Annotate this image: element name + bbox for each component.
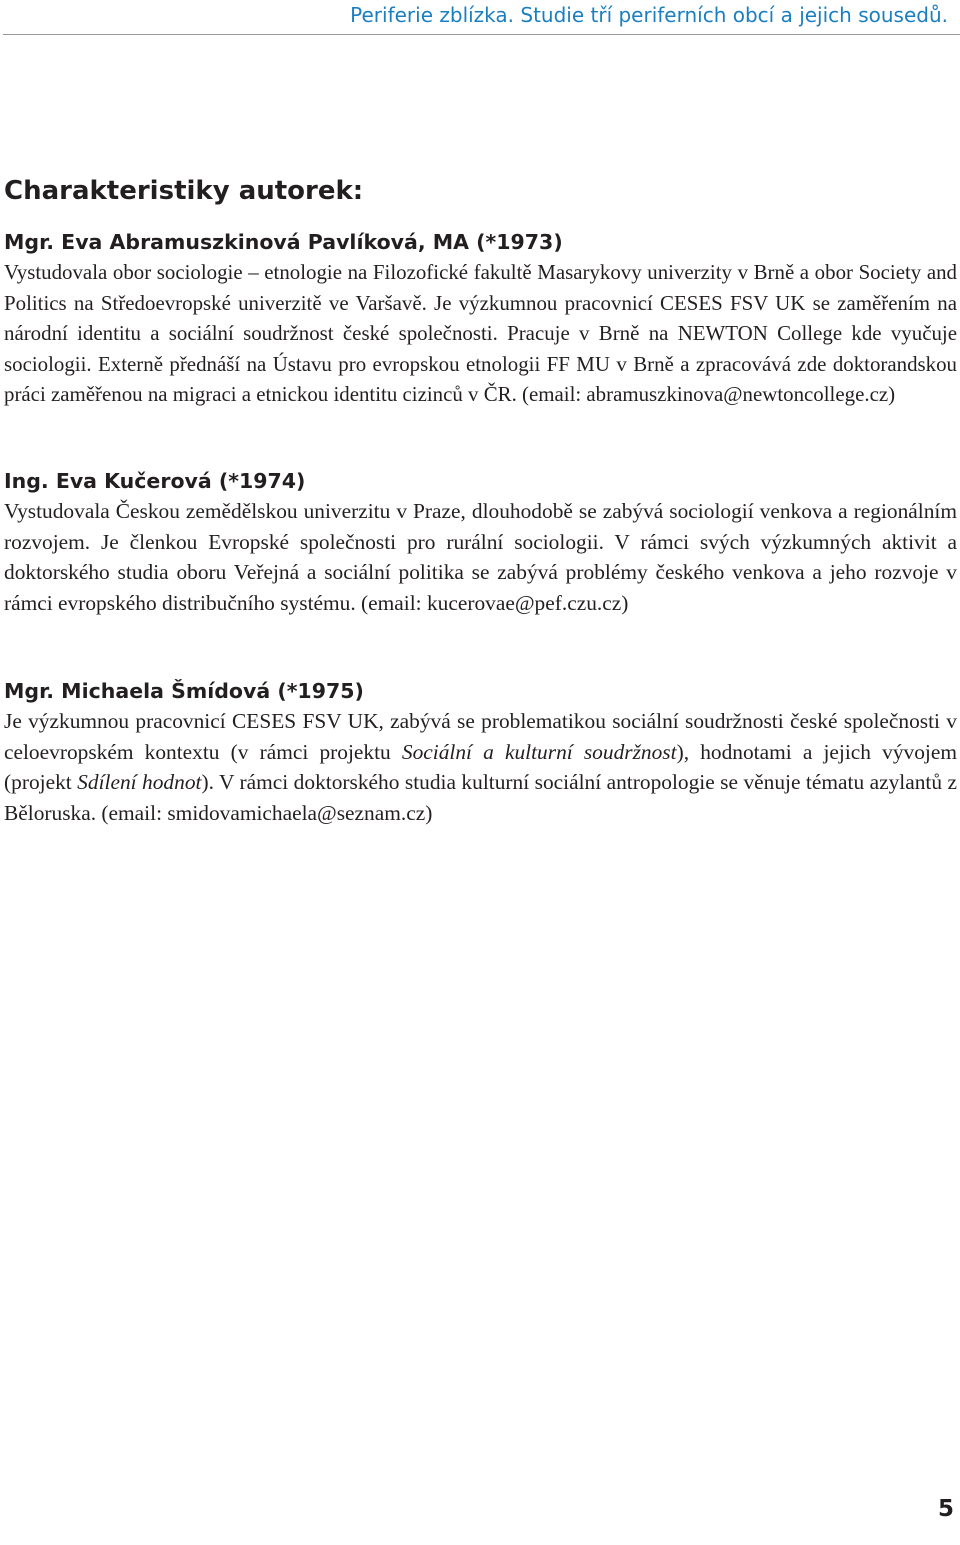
- author-entry: [4, 466, 957, 618]
- author-bio-text: ). V rámci doktorského studia kulturní sociální antropologie se věnuje tématu azylantů z Běloruska. (email: smidovamichaela@seznam.cz): [4, 770, 957, 825]
- author-name: Mgr. Michaela Šmídová (*1975): [4, 679, 364, 703]
- header-divider: [3, 34, 960, 35]
- author-bio-text: ), hodnotami a jejich vývojem (projekt: [4, 739, 957, 794]
- author-name: Mgr. Eva Abramuszkinová Pavlíková, MA (*1973): [4, 230, 563, 254]
- author-bio: [4, 706, 957, 828]
- author-entry: [4, 227, 957, 410]
- running-header-title: Periferie zblízka. Studie tří periferních obcí a jejich sousedů.: [350, 3, 948, 27]
- author-bio: Vystudovala obor sociologie – etnologie na Filozofické fakultě Masarykovy univerzity v Brně a obor Society and Politics na Středoevropské univerzitě ve Varšavě. Je výzkumnou pracovnicí CESES FSV UK se zaměřením na národní identitu a sociální soudržnost české společnosti. Pracuje v Brně na NEWTON College kde vyučuje sociologii. Externě přednáší na Ústavu pro evropskou etnologii FF MU v Brně a zpracovává zde doktorandskou práci zaměřenou na migraci a etnickou identitu cizinců v ČR. (email: abramuszkinova@newtoncollege.cz): [4, 260, 957, 406]
- author-bio-text: Je výzkumnou pracovnicí CESES FSV UK, zabývá se problematikou sociální soudržnosti české společnosti v celoevropském kontextu (v rámci projektu: [4, 709, 957, 764]
- author-bio: Vystudovala Českou zemědělskou univerzitu v Praze, dlouhodobě se zabývá sociologií venkova a regionálním rozvojem. Je členkou Evropské společnosti pro rurální sociologii. V rámci svých výzkumných aktivit a doktorského studia oboru Veřejná a sociální politika se zabývá problémy českého venkova a jeho rozvoje v rámci evropského distribučního systému. (email: kucerovae@pef.czu.cz): [4, 499, 957, 615]
- project-title: Sociální a kulturní soudržnost: [401, 739, 677, 764]
- author-name: Ing. Eva Kučerová (*1974): [4, 469, 306, 493]
- project-title: Sdílení hodnot: [77, 770, 202, 794]
- section-title: Charakteristiky autorek:: [4, 176, 364, 206]
- page-number: 5: [937, 1496, 954, 1522]
- author-entry: [4, 676, 957, 828]
